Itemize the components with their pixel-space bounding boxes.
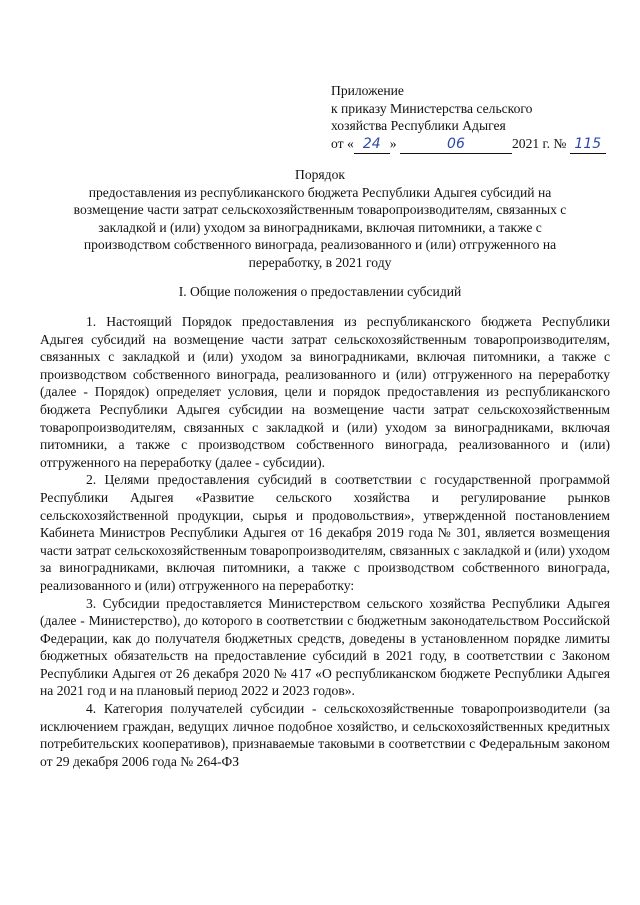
- paragraph-2: 2. Целями предоставления субсидий в соответствии с государственной программой Республики Адыгея «Развитие сельского хозяйства и регулирование рынков сельскохозяйственной продукции, сырья и продовольствия», утвержденной постановлением Кабинета Министров Республики Адыгея от 16 декабря 2019 года № 301, является возмещения части затрат сельскохозяйственным товаропроизводителям, связанных с закладкой и (или) уходом за виноградниками, включая питомники, а также с производством собственного винограда, реализованного и (или) отгруженного на переработку:: [40, 472, 610, 593]
- title-line: возмещение части затрат сельскохозяйственным товаропроизводителям, связанных с: [73, 202, 567, 218]
- appendix-order-line: к приказу Министерства сельского: [331, 100, 533, 116]
- title-line: переработку, в 2021 году: [248, 254, 392, 270]
- paragraph-3: 3. Субсидии предоставляется Министерством сельского хозяйства Республики Адыгея (далее - Министерство), до которого в соответствии с бюджетным законодательством Российской Федерации, как до получателя бюджетных средств, доведены в установленном порядке лимиты бюджетных обязательств на предоставление субсидий в 2021 году, в соответствии с Законом Республики Адыгея от 26 декабря 2020 № 417 «О республиканском бюджете Республики Адыгея на 2021 год и на плановый период 2022 и 2023 годов».: [40, 595, 610, 699]
- appendix-header: [331, 82, 611, 154]
- date-mid: »: [389, 135, 397, 151]
- title-line: закладкой и (или) уходом за виноградниками, включая питомники, а также с: [98, 219, 542, 235]
- date-day-handwritten: 24: [362, 135, 381, 152]
- appendix-ministry-line: хозяйства Республики Адыгея: [331, 118, 506, 134]
- title-line: производством собственного винограда, реализованного и (или) отгруженного на: [83, 237, 557, 253]
- document-body: [40, 313, 610, 770]
- date-month-field: [400, 135, 512, 155]
- appendix-date-line: [331, 135, 611, 155]
- date-year-text: 2021 г. №: [511, 135, 567, 151]
- date-month-handwritten: 06: [447, 135, 465, 152]
- paragraph-4: 4. Категория получателей субсидии - сельскохозяйственные товаропроизводители (за исключением граждан, ведущих личное подобное хозяйство, и сельскохозяйственных кредитных потребительских кооперативов), признаваемые таковыми в соответствии с Федеральным законом от 29 декабря 2006 года № 264-ФЗ: [40, 701, 610, 769]
- title-line: предоставления из республиканского бюджета Республики Адыгея субсидий на: [88, 184, 552, 200]
- appendix-title: Приложение: [331, 83, 404, 98]
- date-prefix: от «: [331, 135, 354, 151]
- title-heading: Порядок: [295, 167, 345, 182]
- date-day-field: [354, 135, 390, 155]
- order-number-field: [570, 135, 606, 155]
- paragraph-1: 1. Настоящий Порядок предоставления из республиканского бюджета Республики Адыгея субсидий на возмещение части затрат сельскохозяйственным товаропроизводителям, связанных с закладкой и (или) уходом за виноградниками, включая питомники, а также с производством собственного винограда, реализованного и (или) отгруженного на переработку (далее - Порядок) определяет условия, цели и порядок предоставления из республиканского бюджета Республики Адыгея субсидии на возмещение части затрат сельскохозяйственным товаропроизводителям, связанных с закладкой и (или) уходом за виноградниками, включая питомники, а также с производством собственного винограда, реализованного и (или) отгруженного на переработку (далее - субсидии).: [40, 314, 610, 470]
- document-title: [40, 166, 600, 272]
- section-heading: I. Общие положения о предоставлении субсидий: [178, 284, 462, 299]
- order-number-handwritten: 115: [574, 135, 602, 152]
